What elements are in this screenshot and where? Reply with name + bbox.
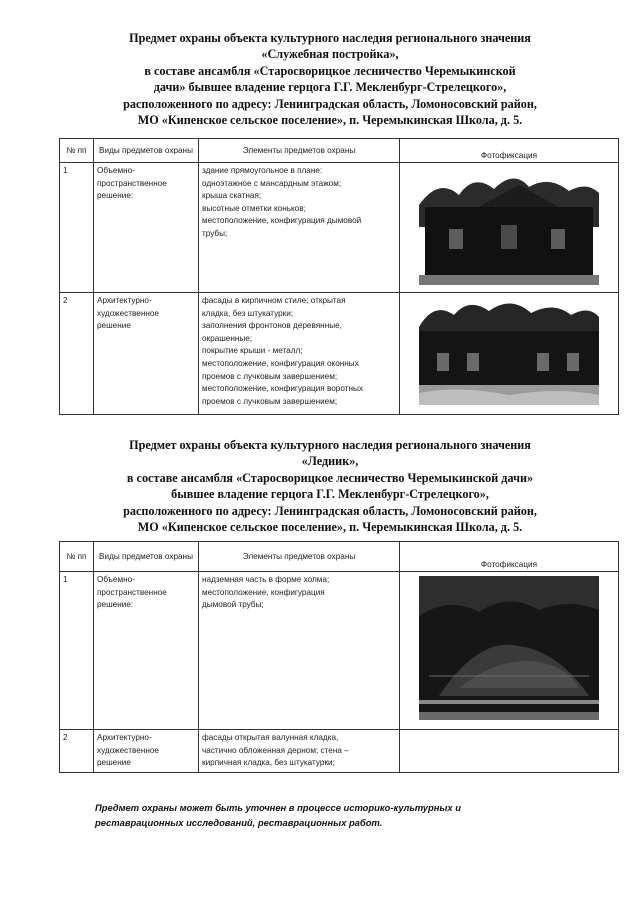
col-header-kind: Виды предметов охраны <box>94 542 199 572</box>
element-line: частично обложенная дерном; стена – <box>202 745 349 755</box>
photo-cell <box>400 293 619 415</box>
heading-line: МО «Кипенское сельское поселение», п. Черемыкинская Школа, д. 5. <box>137 113 523 128</box>
row-kind: Объемно-пространственное решение: <box>94 572 199 730</box>
table-header-row <box>60 139 619 163</box>
row-number: 2 <box>60 730 94 773</box>
section1-heading <box>70 30 590 128</box>
element-line: окрашенные; <box>202 333 253 343</box>
heading-line: расположенного по адресу: Ленинградская область, Ломоносовский район, <box>123 503 537 518</box>
element-line: здание прямоугольное в плане: <box>202 166 323 175</box>
row-kind: Объемно-пространственное решение: <box>94 163 199 293</box>
heading-line: в составе ансамбля «Старосворицкое лесничество Черемыкинской <box>144 63 516 78</box>
element-line: высотные отметки коньков; <box>202 203 306 213</box>
heading-line: расположенного по адресу: Ленинградская область, Ломоносовский район, <box>123 96 537 111</box>
element-line: кирпичная кладка, без штукатурки; <box>202 758 335 768</box>
col-header-number: № пп <box>60 139 94 163</box>
heading-line: «Ледник», <box>301 454 359 469</box>
row-elements <box>199 163 400 293</box>
heading-line: бывшее владение герцога Г.Г. Мекленбург-Стрелецкого», <box>171 487 489 502</box>
col-header-photo: Фотофиксация <box>400 139 619 163</box>
element-line: проемов с лучковым завершением; <box>202 371 338 381</box>
row-elements <box>199 572 400 730</box>
row-elements <box>199 730 400 773</box>
col-header-kind: Виды предметов охраны <box>94 139 199 163</box>
element-line: покрытие крыши - металл; <box>202 346 303 356</box>
photo-cell <box>400 163 619 293</box>
row-kind: Архитектурно-художественное решение <box>94 730 199 773</box>
row-kind: Архитектурно-художественное решение <box>94 293 199 415</box>
section1-table <box>59 138 619 415</box>
heading-line: дачи» бывшее владение герцога Г.Г. Мекленбург-Стрелецкого», <box>153 80 507 95</box>
footnote-line: реставрационных исследований, реставрационных работ. <box>95 817 383 828</box>
element-line: крыша скатная; <box>202 191 262 201</box>
element-line: дымовой трубы; <box>202 600 264 610</box>
element-line: местоположение, конфигурация воротных <box>202 384 363 394</box>
photo-cell-empty <box>400 730 619 773</box>
row-number: 1 <box>60 163 94 293</box>
heading-line: в составе ансамбля «Старосворицкое лесничество Черемыкинской дачи» <box>126 470 534 485</box>
element-line: трубы; <box>202 228 228 238</box>
heading-line: Предмет охраны объекта культурного наследия регионального значения <box>129 31 531 45</box>
row-number: 1 <box>60 572 94 730</box>
table-header-row <box>60 542 619 572</box>
element-line: заполнения фронтонов деревянные, <box>202 321 342 331</box>
table-row <box>60 572 619 730</box>
footnote <box>95 800 575 830</box>
building-photo <box>419 167 599 285</box>
element-line: фасады открытая валунная кладка, <box>202 733 339 742</box>
heading-line: Предмет охраны объекта культурного наследия регионального значения <box>129 438 531 452</box>
element-line: надземная часть в форме холма; <box>202 575 330 584</box>
row-number: 2 <box>60 293 94 415</box>
element-line: проемов с лучковым завершением; <box>202 396 338 406</box>
footnote-line: Предмет охраны может быть уточнен в процессе историко-культурных и <box>95 802 461 813</box>
heading-line: «Служебная постройка», <box>261 47 399 62</box>
table-row <box>60 730 619 773</box>
element-line: местоположение, конфигурация <box>202 587 325 597</box>
heading-line: МО «Кипенское сельское поселение», п. Черемыкинская Школа, д. 5. <box>137 520 523 535</box>
col-header-number: № пп <box>60 542 94 572</box>
row-elements <box>199 293 400 415</box>
section2-heading <box>70 437 590 535</box>
element-line: местоположение, конфигурация оконных <box>202 358 359 368</box>
element-line: кладка, без штукатурки; <box>202 308 294 318</box>
building-photo <box>419 297 599 405</box>
section2-table <box>59 541 619 773</box>
col-header-elements: Элементы предметов охраны <box>199 542 400 572</box>
col-header-elements: Элементы предметов охраны <box>199 139 400 163</box>
element-line: одноэтажное с мансардным этажом; <box>202 178 342 188</box>
col-header-photo: Фотофиксация <box>400 542 619 572</box>
photo-cell <box>400 572 619 730</box>
element-line: фасады в кирпичном стиле; открытая <box>202 296 346 305</box>
icehouse-photo <box>419 576 599 720</box>
table-row <box>60 163 619 293</box>
table-row <box>60 293 619 415</box>
element-line: местоположение, конфигурация дымовой <box>202 216 362 226</box>
